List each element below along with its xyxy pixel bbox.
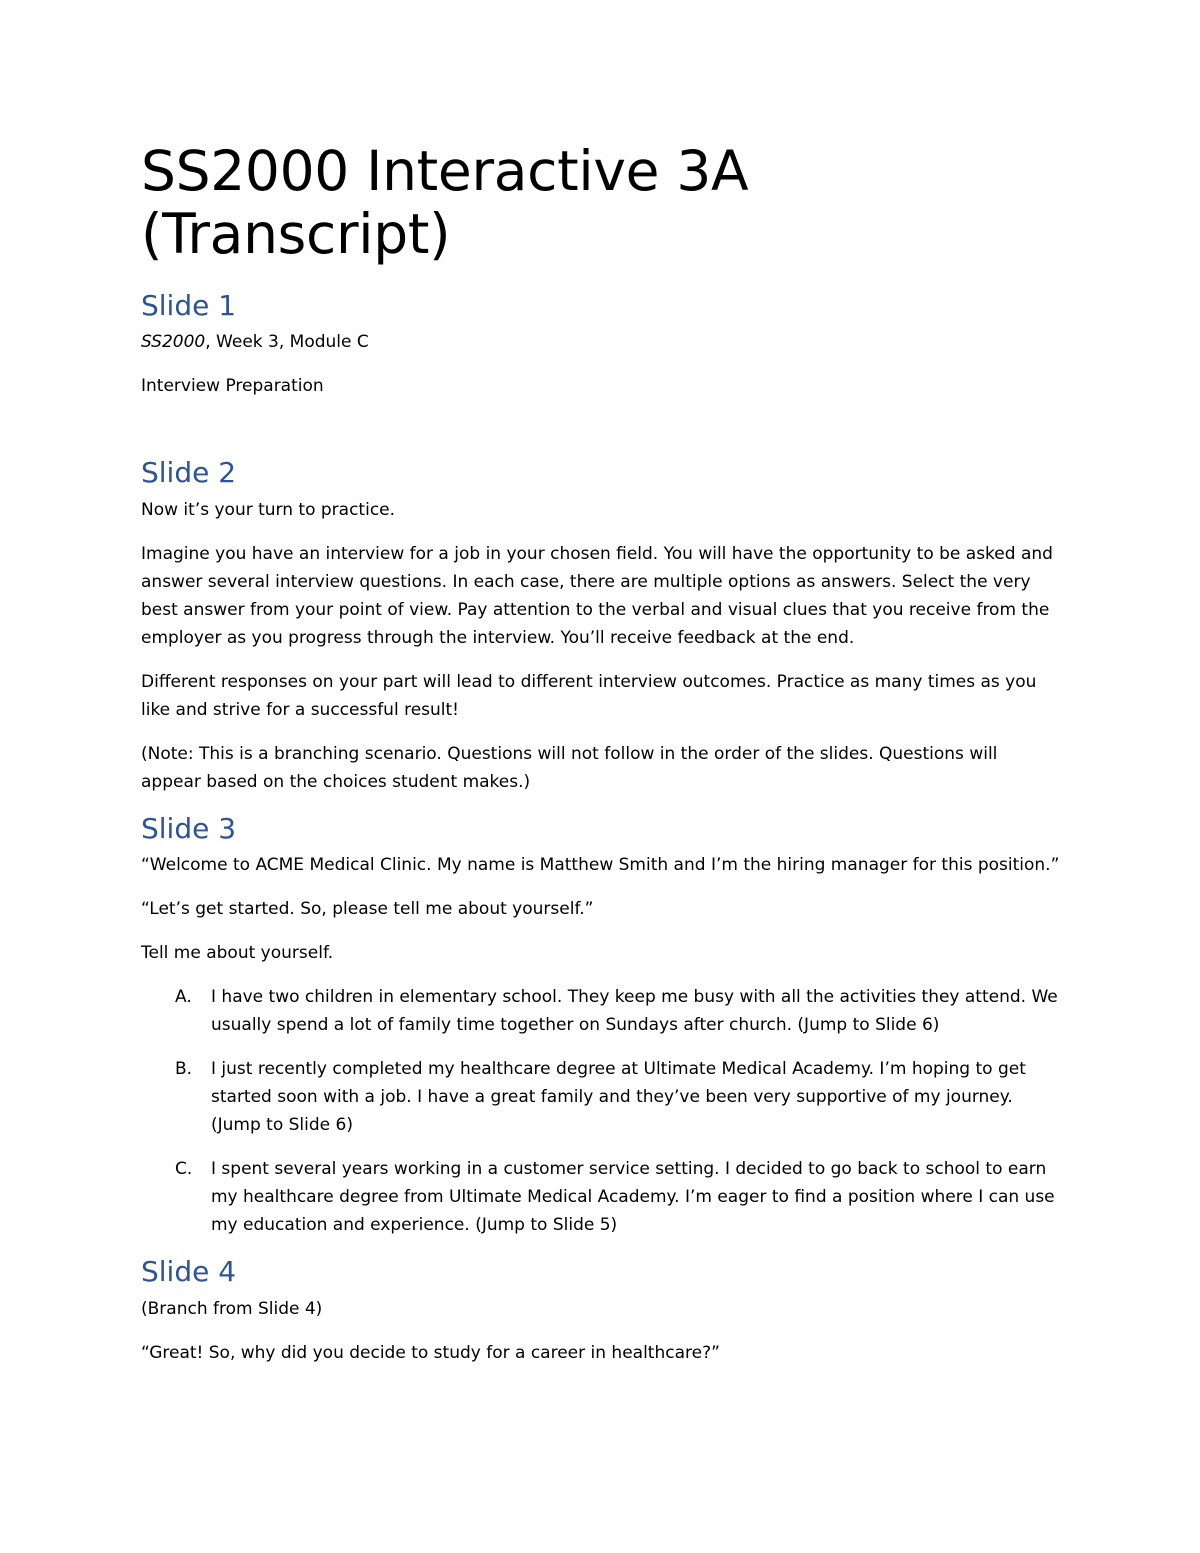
answer-option bbox=[141, 983, 1061, 1039]
slide-4-heading: Slide 4 bbox=[141, 1255, 237, 1289]
section-spacer bbox=[141, 416, 1061, 456]
slide-3-section bbox=[141, 812, 1061, 1240]
option-letter: A. bbox=[175, 987, 192, 1008]
document-title: SS2000 Interactive 3A (Transcript) bbox=[141, 139, 749, 267]
answer-option bbox=[141, 1155, 1061, 1239]
slide-1-heading: Slide 1 bbox=[141, 288, 237, 322]
slide-3-paragraph: “Welcome to ACME Medical Clinic. My name is Matthew Smith and I’m the hiring manager for this position.” bbox=[141, 855, 1060, 876]
slide-2-section bbox=[141, 456, 1061, 796]
option-letter: C. bbox=[175, 1159, 193, 1180]
option-text: I just recently completed my healthcare degree at Ultimate Medical Academy. I’m hoping to get started soon with a job. I have a great family and they’ve been very supportive of my journey. (Jump to Slide 6) bbox=[211, 1059, 1026, 1136]
slide-2-paragraph: Different responses on your part will lead to different interview outcomes. Practice as many times as you like and strive for a successful result! bbox=[141, 671, 1037, 720]
answer-option bbox=[141, 1055, 1061, 1139]
option-letter: B. bbox=[175, 1059, 193, 1080]
course-code: SS2000 bbox=[141, 332, 206, 353]
option-text: I spent several years working in a customer service setting. I decided to go back to school to earn my healthcare degree from Ultimate Medical Academy. I’m eager to find a position where I can use my education and experience. (Jump to Slide 5) bbox=[211, 1159, 1055, 1236]
slide-3-paragraph: “Let’s get started. So, please tell me about yourself.” bbox=[141, 899, 594, 920]
option-text: I have two children in elementary school. They keep me busy with all the activities they attend. We usually spend a lot of family time together on Sundays after church. (Jump to Slide 6) bbox=[211, 987, 1058, 1036]
slide-4-paragraph: “Great! So, why did you decide to study for a career in healthcare?” bbox=[141, 1342, 720, 1363]
answer-options-list bbox=[141, 983, 1061, 1239]
slide-4-section bbox=[141, 1255, 1061, 1367]
slide-1-section bbox=[141, 289, 1061, 401]
slide-1-subtitle: Interview Preparation bbox=[141, 376, 324, 397]
slide-2-note: (Note: This is a branching scenario. Questions will not follow in the order of the slides. Questions will appear based on the choices student makes.) bbox=[141, 743, 998, 792]
slide-1-course-line bbox=[141, 328, 1061, 356]
slide-2-paragraph: Imagine you have an interview for a job in your chosen field. You will have the opportunity to be asked and answer several interview questions. In each case, there are multiple options as answers. Select the very best answer from your point of view. Pay attention to the verbal and visual clues that you receive from the employer as you progress through the interview. You’ll receive feedback at the end. bbox=[141, 543, 1053, 648]
slide-3-heading: Slide 3 bbox=[141, 811, 237, 845]
slide-2-heading: Slide 2 bbox=[141, 456, 237, 490]
slide-2-paragraph: Now it’s your turn to practice. bbox=[141, 499, 396, 520]
course-week-module: , Week 3, Module C bbox=[205, 332, 369, 353]
slide-3-question: Tell me about yourself. bbox=[141, 943, 334, 964]
slide-4-paragraph: (Branch from Slide 4) bbox=[141, 1298, 323, 1319]
document-page bbox=[141, 140, 1061, 1383]
